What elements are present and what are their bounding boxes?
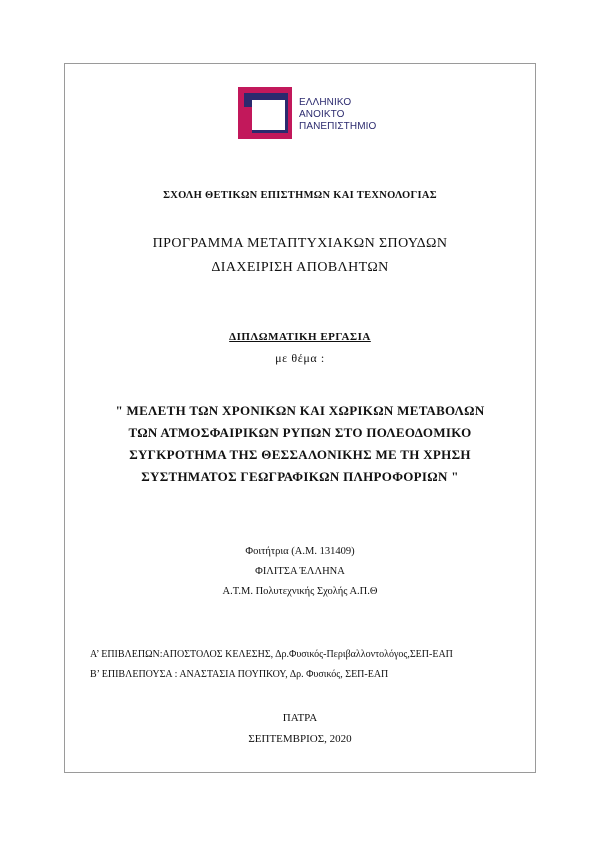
school-name: ΣΧΟΛΗ ΘΕΤΙΚΩΝ ΕΠΙΣΤΗΜΩΝ ΚΑΙ ΤΕΧΝΟΛΟΓΙΑΣ (163, 190, 437, 201)
title-line-1: " ΜΕΛΕΤΗ ΤΩΝ ΧΡΟΝΙΚΩΝ ΚΑΙ ΧΩΡΙΚΩΝ ΜΕΤΑΒΟΛΩΝ (115, 403, 485, 418)
university-logo-mark-icon (238, 87, 298, 139)
thesis-label: ΔΙΠΛΩΜΑΤΙΚΗ ΕΡΓΑΣΙΑ (229, 331, 371, 343)
logo-line-1: ΕΛΛΗΝΙΚΟ (299, 97, 352, 108)
thesis-title (64, 400, 536, 488)
university-logo (238, 87, 388, 139)
first-supervisor: Α’ ΕΠΙΒΛΕΠΩΝ:ΑΠΟΣΤΟΛΟΣ ΚΕΛΕΣΗΣ, Δρ.Φυσικός-Περιβαλλοντολόγος,ΣΕΠ-ΕΑΠ (90, 649, 453, 660)
program-line-2: ΔΙΑΧΕΙΡΙΣΗ ΑΠΟΒΛΗΤΩΝ (211, 260, 389, 275)
logo-line-3: ΠΑΝΕΠΙΣΤΗΜΙΟ (299, 121, 377, 132)
title-line-3: ΣΥΓΚΡΟΤΗΜΑ ΤΗΣ ΘΕΣΣΑΛΟΝΙΚΗΣ ΜΕ ΤΗ ΧΡΗΣΗ (129, 447, 471, 462)
title-line-2: ΤΩΝ ΑΤΜΟΣΦΑΙΡΙΚΩΝ ΡΥΠΩΝ ΣΤΟ ΠΟΛΕΟΔΟΜΙΚΟ (128, 425, 472, 440)
place-and-date (64, 708, 536, 750)
program-name (64, 232, 536, 280)
topic-label: με θέμα : (275, 351, 325, 365)
logo-line-2: ΑΝΟΙΚΤΟ (299, 109, 345, 120)
university-logo-text (299, 97, 376, 133)
date: ΣΕΠΤΕΜΒΡΙΟΣ, 2020 (248, 733, 352, 745)
title-line-4: ΣΥΣΤΗΜΑΤΟΣ ΓΕΩΓΡΑΦΙΚΩΝ ΠΛΗΡΟΦΟΡΙΩΝ " (141, 469, 459, 484)
student-affiliation: Α.Τ.Μ. Πολυτεχνικής Σχολής Α.Π.Θ (222, 586, 378, 597)
second-supervisor: Β’ ΕΠΙΒΛΕΠΟΥΣΑ : ΑΝΑΣΤΑΣΙΑ ΠΟΥΠΚΟΥ, Δρ. Φυσικός, ΣΕΠ-ΕΑΠ (90, 669, 389, 680)
student-id: Φοιτήτρια (Α.Μ. 131409) (245, 546, 355, 557)
student-info (64, 542, 536, 602)
place: ΠΑΤΡΑ (282, 712, 318, 724)
program-line-1: ΠΡΟΓΡΑΜΜΑ ΜΕΤΑΠΤΥΧΙΑΚΩΝ ΣΠΟΥΔΩΝ (152, 236, 448, 251)
student-name: ΦΙΛΙΤΣΑ ΈΛΛΗΝΑ (255, 566, 345, 577)
supervisors (90, 645, 453, 685)
